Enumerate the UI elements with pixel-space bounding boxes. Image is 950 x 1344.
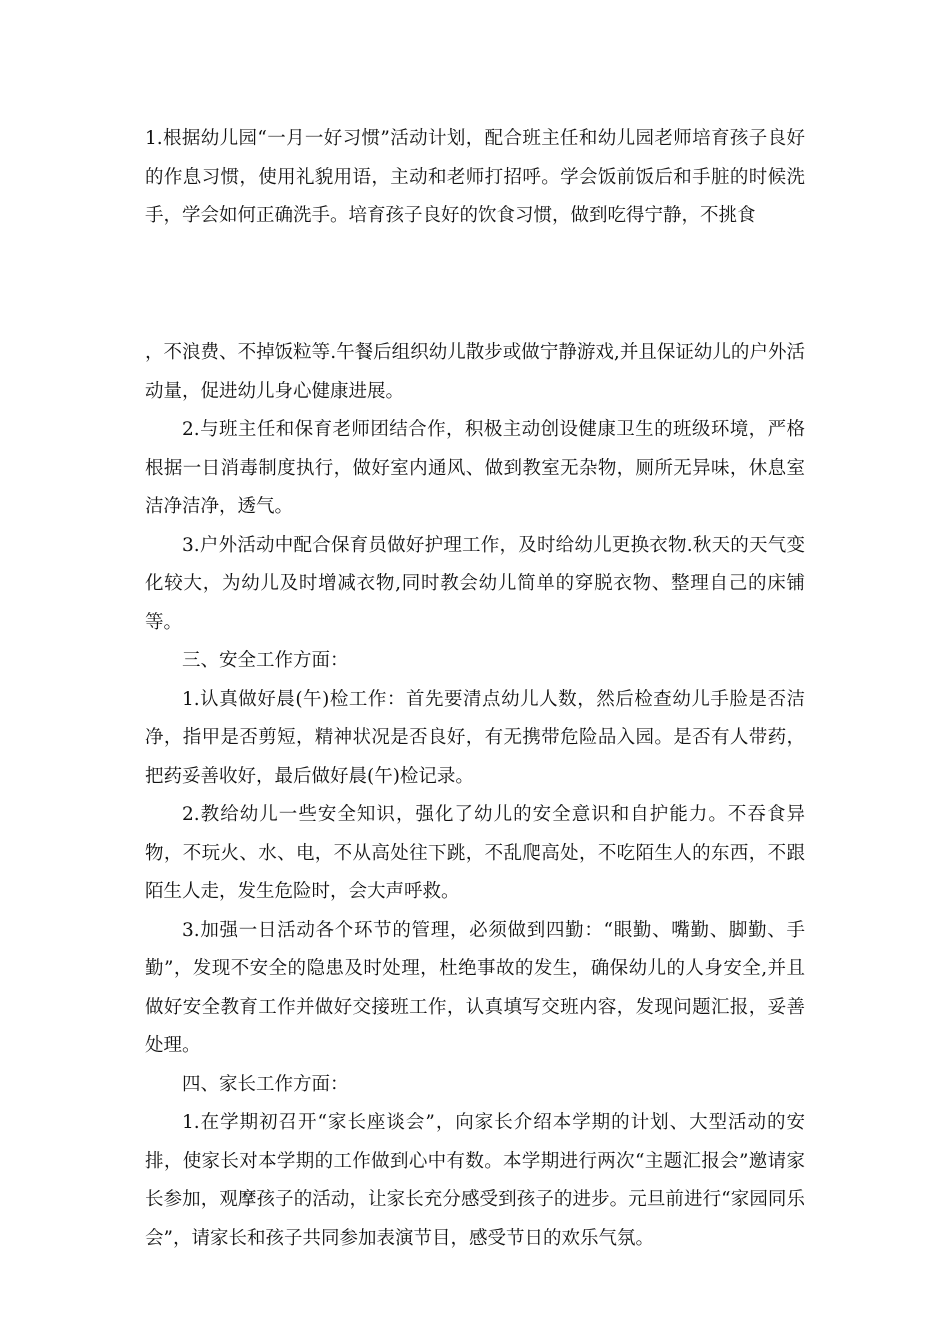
paragraph-habits: 1.根据幼儿园“一月一好习惯”活动计划，配合班主任和幼儿园老师培育孩子良好的作息习惯，使用礼貌用语，主动和老师打招呼。学会饭前饭后和手脏的时候洗手，学会如何正确洗手。培育孩子良好的饮食习惯，做到吃得宁静，不挑食 <box>145 128 805 226</box>
paragraph-hygiene: 2.与班主任和保育老师团结合作，积极主动创设健康卫生的班级环境，严格根据一日消毒制度执行，做好室内通风、做到教室无杂物，厕所无异味，休息室洁净洁净，透气。 <box>145 419 805 517</box>
paragraph-daily-management: 3.加强一日活动各个环节的管理，必须做到四勤：“眼勤、嘴勤、脚勤、手勤”，发现不安全的隐患及时处理，杜绝事故的发生，确保幼儿的人身安全,并且做好安全教育工作并做好交接班工作，认真填写交班内容，发现问题汇报，妥善处理。 <box>145 919 805 1056</box>
paragraph-parent-meetings: 1.在学期初召开“家长座谈会”，向家长介绍本学期的计划、大型活动的安排，使家长对本学期的工作做到心中有数。本学期进行两次“主题汇报会”邀请家长参加，观摩孩子的活动，让家长充分感受到孩子的进步。元旦前进行“家园同乐会”，请家长和孩子共同参加表演节目，感受节日的欢乐气氛。 <box>145 1112 805 1249</box>
main-text-block <box>145 334 805 1258</box>
top-text-block <box>145 120 805 236</box>
paragraph-morning-check: 1.认真做好晨(午)检工作：首先要清点幼儿人数，然后检查幼儿手脸是否洁净，指甲是否剪短，精神状况是否良好，有无携带危险品入园。是否有人带药，把药妥善收好，最后做好晨(午)检记录。 <box>145 688 805 787</box>
paragraph-outdoor-care: 3.户外活动中配合保育员做好护理工作，及时给幼儿更换衣物.秋天的天气变化较大，为幼儿及时增减衣物,同时教会幼儿简单的穿脱衣物、整理自己的床铺等。 <box>145 534 805 633</box>
section-heading-safety: 三、安全工作方面： <box>182 650 349 671</box>
paragraph-continuation: ，不浪费、不掉饭粒等.午餐后组织幼儿散步或做宁静游戏,并且保证幼儿的户外活动量，促进幼儿身心健康进展。 <box>145 342 805 402</box>
section-heading-parents: 四、家长工作方面： <box>182 1073 349 1095</box>
paragraph-safety-knowledge: 2.教给幼儿一些安全知识，强化了幼儿的安全意识和自护能力。不吞食异物，不玩火、水、电，不从高处往下跳，不乱爬高处，不吃陌生人的东西，不跟陌生人走，发生危险时，会大声呼救。 <box>145 804 805 902</box>
